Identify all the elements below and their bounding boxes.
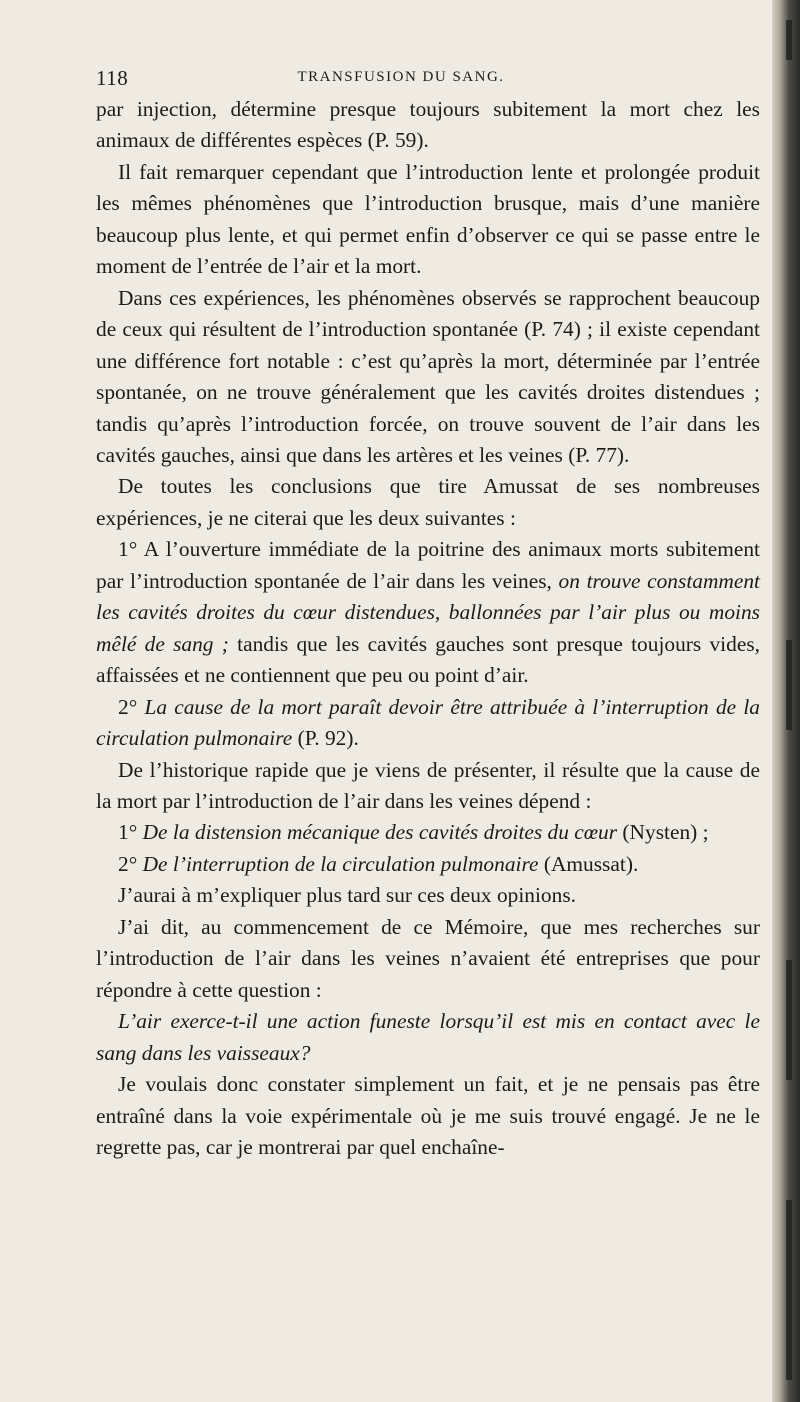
paragraph-13: Je voulais donc constater simplement un fait, et je ne pensais pas être entraîné dans la voie expérimentale où je me suis trouvé engagé. Je ne le regrette pas, car je montrerai par quel enchaîne- bbox=[96, 1072, 760, 1159]
edge-mark bbox=[786, 960, 792, 1080]
paragraph-6 bbox=[96, 692, 760, 755]
paragraph-12 bbox=[96, 1006, 760, 1069]
paragraph-9 bbox=[96, 849, 760, 880]
paragraph-8-italic: De la distension mécanique des cavités droites du cœur bbox=[142, 820, 618, 845]
page-number: 118 bbox=[96, 66, 129, 90]
paragraph-3: Dans ces expériences, les phénomènes observés se rapprochent beaucoup de ceux qui résultent de l’introduction spontanée (P. 74) ; il existe cependant une différence fort notable : c’est qu’après la mort, déterminée par l’entrée spontanée, on ne trouve généralement que les cavités droites distendues ; tandis qu’après l’introduction forcée, on trouve souvent de l’air dans les cavités gauches, ainsi que dans les artères et les veines (P. 77). bbox=[96, 285, 760, 467]
paragraph-6-italic: La cause de la mort paraît devoir être attribuée à l’interruption de la circulation pulmonaire bbox=[96, 694, 760, 751]
page-edge-shadow bbox=[772, 0, 800, 1402]
paragraph-9-start: 2° bbox=[118, 851, 143, 876]
paragraph-7: De l’historique rapide que je viens de présenter, il résulte que la cause de la mort par l’introduction de l’air dans les veines dépend : bbox=[96, 757, 760, 813]
paragraph-8-end: (Nysten) ; bbox=[617, 820, 709, 845]
edge-mark bbox=[786, 1200, 792, 1380]
paragraph-12-italic: L’air exerce-t-il une action funeste lorsqu’il est mis en contact avec le sang dans les vaisseaux? bbox=[96, 1009, 760, 1065]
edge-mark bbox=[786, 640, 792, 730]
edge-mark bbox=[786, 20, 792, 60]
paragraph-4: De toutes les conclusions que tire Amussat de ses nombreuses expériences, je ne citerai que les deux suivantes : bbox=[96, 474, 760, 530]
paragraph-6-end: (P. 92). bbox=[292, 726, 359, 751]
paragraph-10: J’aurai à m’expliquer plus tard sur ces deux opinions. bbox=[118, 883, 576, 908]
paragraph-5-end: tandis que les cavités gauches sont presque toujours vides, affaissées et ne contiennent que peu ou point d’air. bbox=[96, 631, 760, 688]
running-title: TRANSFUSION DU SANG. bbox=[297, 69, 505, 85]
paragraph-9-end: (Amussat). bbox=[538, 851, 639, 876]
page-header bbox=[0, 66, 800, 90]
paragraph-5-start: 1° A l’ouverture immédiate de la poitrine des animaux morts subitement par l’introduction spontanée de l’air dans les veines, bbox=[96, 537, 760, 593]
paragraph-5-italic: on trouve constamment les cavités droites du cœur distendues, ballonnées par l’air plus ou moins mêlé de sang ; bbox=[96, 568, 760, 656]
body-text bbox=[96, 94, 760, 1163]
paragraph-5 bbox=[96, 534, 760, 691]
paragraph-9-italic: De l’interruption de la circulation pulmonaire bbox=[142, 851, 539, 876]
paragraph-2: Il fait remarquer cependant que l’introduction lente et prolongée produit les mêmes phénomènes que l’introduction brusque, mais d’une manière beaucoup plus lente, et qui permet enfin d’observer ce qui se passe entre le moment de l’entrée de l’air et la mort. bbox=[96, 159, 760, 279]
paragraph-8-start: 1° bbox=[118, 820, 143, 845]
paragraph-8 bbox=[96, 817, 760, 848]
paragraph-6-start: 2° bbox=[118, 694, 145, 719]
paragraph-1: par injection, détermine presque toujours subitement la mort chez les animaux de différentes espèces (P. 59). bbox=[96, 97, 760, 153]
paragraph-11: J’ai dit, au commencement de ce Mémoire, que mes recherches sur l’introduction de l’air dans les veines n’avaient été entreprises que pour répondre à cette question : bbox=[96, 914, 760, 1002]
